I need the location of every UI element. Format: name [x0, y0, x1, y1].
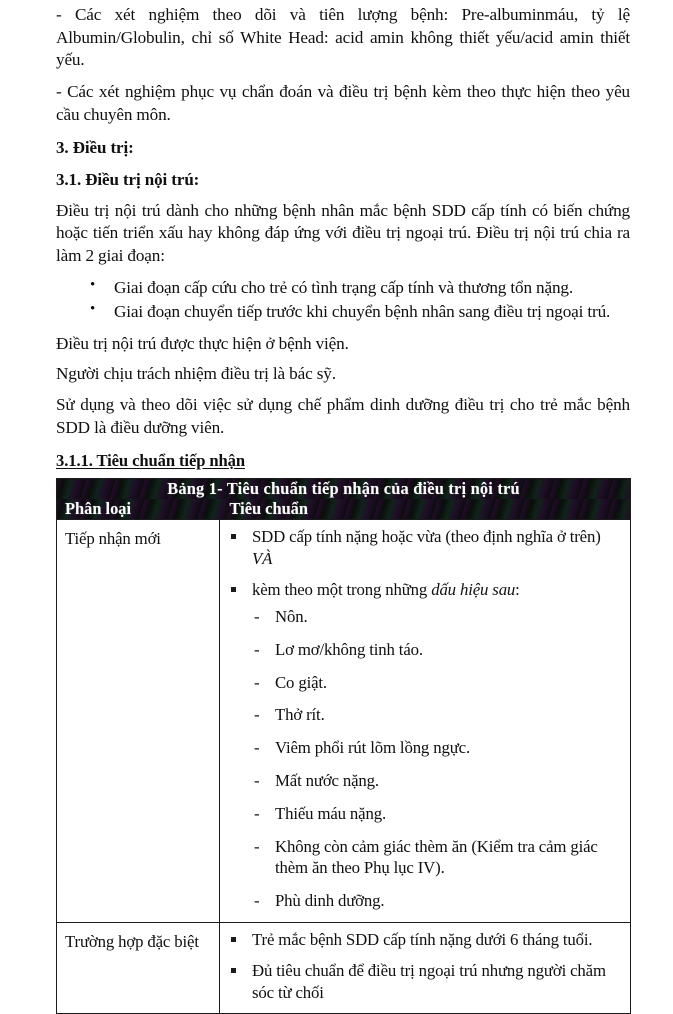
heading-section-3-1-1: 3.1.1. Tiêu chuẩn tiếp nhận [56, 451, 245, 471]
list-item [230, 526, 624, 570]
list-item: - Thở rít. [253, 704, 624, 726]
list-item: - Lơ mơ/không tinh táo. [253, 639, 624, 661]
paragraph-responsible-doctor: Người chịu trách nhiệm điều trị là bác sỹ. [56, 364, 336, 384]
table-row [57, 520, 631, 923]
heading-section-3-1: 3.1. Điều trị nội trú: [56, 169, 200, 189]
list-item: - Mất nước nặng. [253, 770, 624, 792]
paragraph-inpatient-intro: Điều trị nội trú dành cho những bệnh nhân mắc bệnh SDD cấp tính có biến chứng hoặc tiến triển xấu hay không đáp ứng với điều trị ngoại trú. Điều trị nội trú chia ra làm 2 giai đoạn: [56, 200, 630, 266]
cell-category-special-case: Trường hợp đặc biệt [57, 923, 220, 1013]
list-item: • Giai đoạn chuyển tiếp trước khi chuyển bệnh nhân sang điều trị ngoại trú. [90, 301, 630, 324]
paragraph-lab-tests-monitoring: - Các xét nghiệm theo dõi và tiên lượng bệnh: Pre-albuminmáu, tỷ lệ Albumin/Globulin, chỉ số White Head: acid amin không thiết yếu/acid amin thiết yếu. [56, 5, 630, 70]
table-column-header-row [57, 499, 631, 520]
list-item [230, 579, 624, 601]
paragraph-nurse-monitoring: Sử dụng và theo dõi việc sử dụng chế phẩm dinh dưỡng điều trị cho trẻ mắc bệnh SDD là điều dưỡng viên. [56, 394, 630, 437]
cell-category-new-admission: Tiếp nhận mới [57, 520, 220, 923]
paragraph-hospital-location: Điều trị nội trú được thực hiện ở bệnh viện. [56, 333, 349, 353]
list-item: Trẻ mắc bệnh SDD cấp tính nặng dưới 6 tháng tuổi. [230, 929, 624, 951]
list-item: - Thiếu máu nặng. [253, 803, 624, 825]
table-title-row [57, 479, 631, 500]
phase-bullet-list [56, 277, 630, 324]
table-title: Bảng 1- Tiêu chuẩn tiếp nhận của điều trị nội trú [167, 479, 520, 499]
criteria-square-list [230, 526, 624, 600]
heading-section-3: 3. Điều trị: [56, 137, 134, 157]
criterion-text: SDD cấp tính nặng hoặc vừa (theo định nghĩa ở trên) [252, 527, 601, 547]
criterion-text-prefix: kèm theo một trong những [252, 580, 432, 600]
list-item: • Giai đoạn cấp cứu cho trẻ có tình trạng cấp tính và thương tổn nặng. [90, 277, 630, 300]
criterion-emphasis-va: VÀ [252, 549, 273, 569]
list-item: - Nôn. [253, 606, 624, 628]
criterion-emphasis-signs: dấu hiệu sau [431, 580, 516, 600]
column-header-criteria: Tiêu chuẩn [229, 499, 308, 519]
special-case-square-list [230, 929, 624, 1003]
list-item: - Viêm phổi rút lõm lồng ngực. [253, 737, 624, 759]
cell-criteria-new-admission [220, 520, 631, 923]
admission-criteria-table [56, 478, 631, 1013]
cell-criteria-special-case [220, 923, 631, 1013]
list-item: Đủ tiêu chuẩn để điều trị ngoại trú nhưng người chăm sóc từ chối [230, 960, 624, 1004]
sub-criteria-dash-list [230, 606, 624, 912]
list-item: - Phù dinh dưỡng. [253, 890, 624, 912]
criterion-text-suffix: : [515, 580, 520, 600]
column-header-category: Phân loại [65, 499, 132, 519]
table-row [57, 923, 631, 1013]
list-item: - Không còn cảm giác thèm ăn (Kiểm tra cảm giác thèm ăn theo Phụ lục IV). [253, 836, 624, 880]
page-content [56, 4, 630, 1014]
list-item: - Co giật. [253, 672, 624, 694]
paragraph-lab-tests-diagnosis: - Các xét nghiệm phục vụ chẩn đoán và điều trị bệnh kèm theo thực hiện theo yêu cầu chuyên môn. [56, 82, 630, 124]
